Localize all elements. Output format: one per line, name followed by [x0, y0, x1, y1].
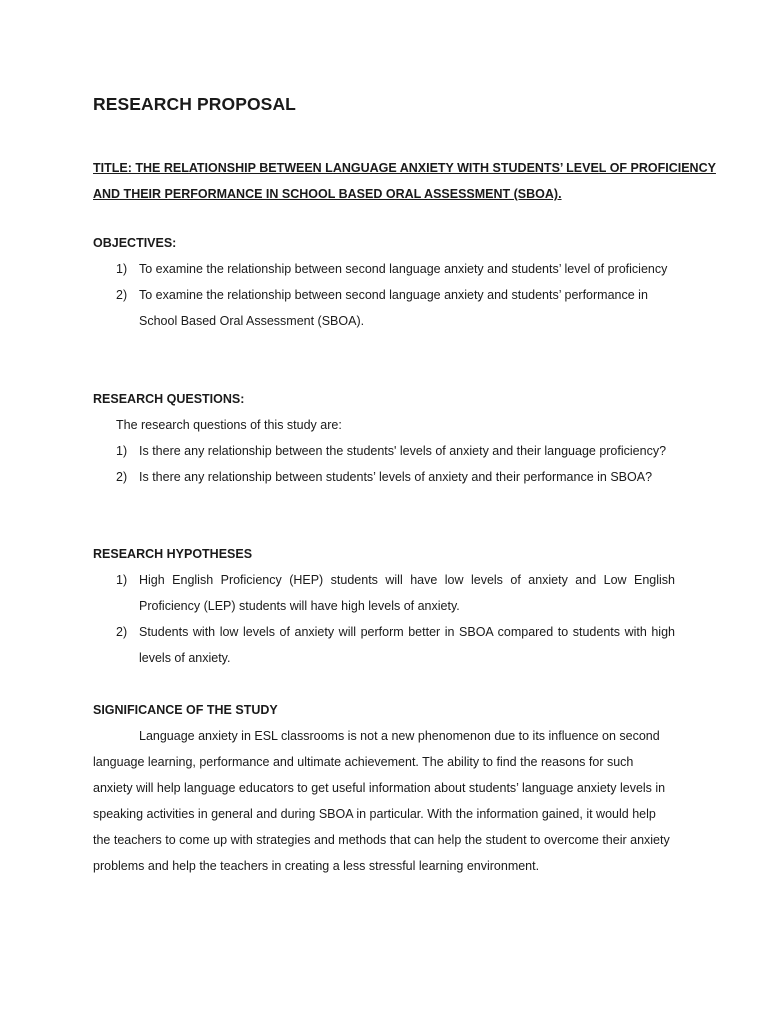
list-item-text: Is there any relationship between the students' levels of anxiety and their language proficiency?	[139, 444, 667, 458]
list-item	[93, 567, 675, 619]
objectives-section	[93, 230, 675, 334]
research-hypotheses-heading: RESEARCH HYPOTHESES	[93, 547, 253, 561]
research-hypotheses-list	[93, 567, 675, 671]
proposal-title-line: TITLE: THE RELATIONSHIP BETWEEN LANGUAGE ANXIETY WITH STUDENTS’ LEVEL OF PROFICIENCY	[93, 161, 716, 175]
objectives-heading: OBJECTIVES:	[93, 236, 177, 250]
research-questions-heading: RESEARCH QUESTIONS:	[93, 392, 245, 406]
list-item	[93, 464, 675, 490]
list-item-text: Is there any relationship between students’ levels of anxiety and their performance in SBOA?	[139, 470, 653, 484]
list-number: 2)	[116, 625, 128, 639]
document-heading: RESEARCH PROPOSAL	[93, 94, 296, 114]
proposal-title-line: AND THEIR PERFORMANCE IN SCHOOL BASED ORAL ASSESSMENT (SBOA).	[93, 187, 562, 201]
list-item	[93, 619, 675, 671]
list-number: 1)	[116, 573, 128, 587]
list-item	[93, 438, 675, 464]
list-number: 1)	[116, 444, 128, 458]
list-item-text: Students with low levels of anxiety will perform better in SBOA compared to students with high levels of anxiety.	[139, 625, 675, 665]
list-item-text: High English Proficiency (HEP) students will have low levels of anxiety and Low English Proficiency (LEP) students will have high levels of anxiety.	[139, 573, 675, 613]
objectives-list	[93, 256, 675, 334]
list-number: 2)	[116, 288, 128, 302]
significance-heading: SIGNIFICANCE OF THE STUDY	[93, 703, 278, 717]
research-questions-intro: The research questions of this study are:	[116, 418, 342, 432]
research-questions-list	[93, 438, 675, 490]
significance-section	[93, 697, 675, 879]
list-item-text: To examine the relationship between second language anxiety and students’ performance in School Based Oral Assessment (SBOA).	[139, 288, 648, 328]
research-hypotheses-section	[93, 541, 675, 671]
list-item-text: To examine the relationship between second language anxiety and students’ level of proficiency	[139, 262, 668, 276]
list-item	[93, 282, 675, 334]
significance-paragraph: Language anxiety in ESL classrooms is not a new phenomenon due to its influence on second language learning, performance and ultimate achievement. The ability to find the reasons for such anxiety will help language educators to get useful information about students’ language anxiety levels in speaking activities in general and during SBOA in particular. With the information gained, it would help the teachers to come up with strategies and methods that can help the student to overcome their anxiety problems and help the teachers in creating a less stressful learning environment.	[93, 729, 670, 873]
list-item	[93, 256, 675, 282]
proposal-title	[93, 155, 716, 207]
list-number: 1)	[116, 262, 128, 276]
research-questions-section	[93, 386, 675, 490]
list-number: 2)	[116, 470, 128, 484]
